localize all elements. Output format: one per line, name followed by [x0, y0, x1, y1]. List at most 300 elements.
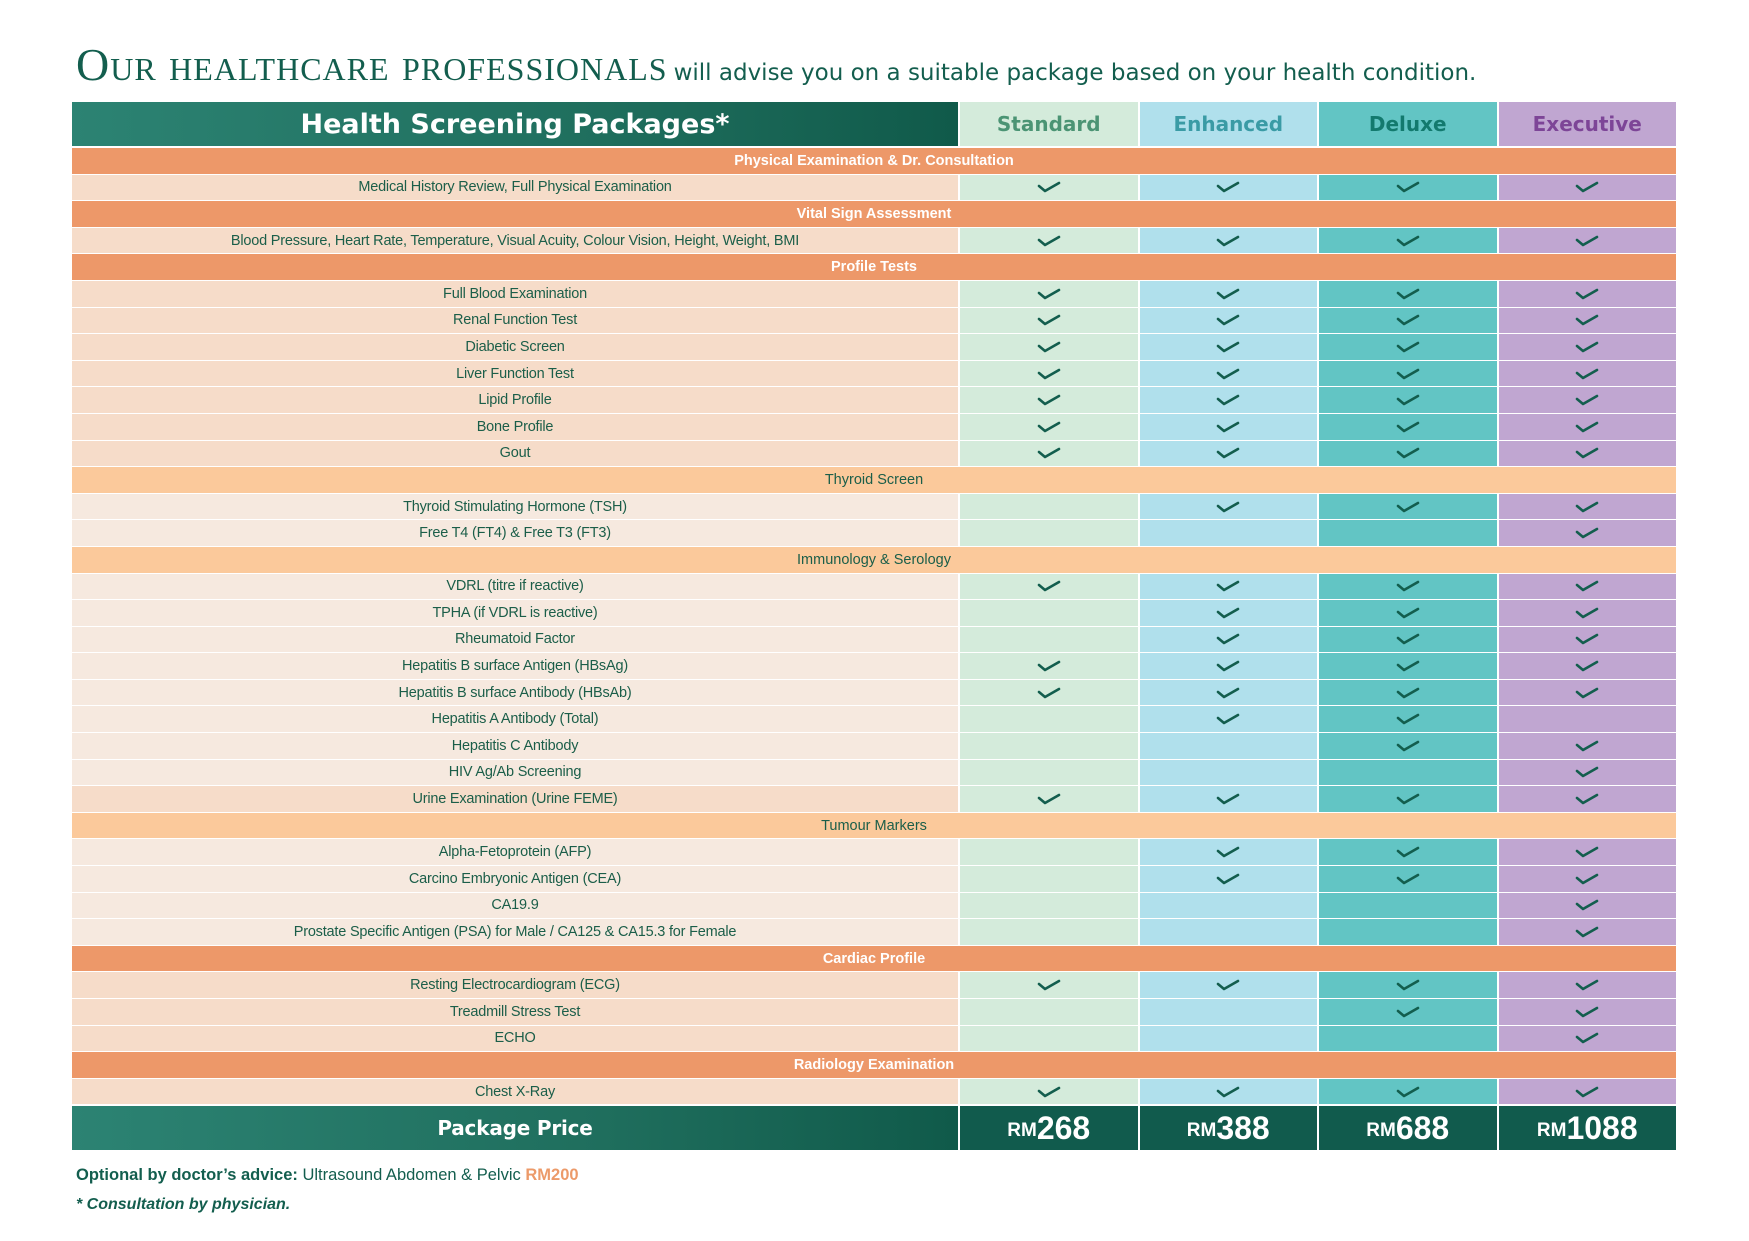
checkmark-icon: [1575, 846, 1599, 858]
cell-enhanced: [1138, 680, 1318, 706]
checkmark-icon: [1216, 607, 1240, 619]
cell-executive: [1497, 520, 1677, 546]
checkmark-icon: [1396, 873, 1420, 885]
test-name: Carcino Embryonic Antigen (CEA): [72, 866, 958, 892]
table-row: [72, 574, 1676, 601]
cell-deluxe: [1317, 733, 1497, 759]
checkmark-icon: [1396, 687, 1420, 699]
checkmark-icon: [1396, 181, 1420, 193]
package-header-standard: Standard: [958, 102, 1138, 146]
cell-deluxe: [1317, 866, 1497, 892]
checkmark-icon: [1037, 368, 1061, 380]
table-row: [72, 999, 1676, 1026]
cell-executive: [1497, 228, 1677, 254]
cell-enhanced: [1138, 414, 1318, 440]
cell-deluxe: [1317, 228, 1497, 254]
test-name: Bone Profile: [72, 414, 958, 440]
cell-deluxe: [1317, 786, 1497, 812]
cell-standard: [958, 972, 1138, 998]
table-row: [72, 839, 1676, 866]
section-label: Thyroid Screen: [824, 471, 924, 488]
cell-enhanced: [1138, 760, 1318, 786]
table-row: [72, 760, 1676, 787]
checkmark-icon: [1216, 1086, 1240, 1098]
price-standard: [958, 1106, 1138, 1150]
cell-enhanced: [1138, 866, 1318, 892]
test-name: Renal Function Test: [72, 308, 958, 334]
table-row: [72, 706, 1676, 733]
price-amount: 268: [1036, 1109, 1091, 1146]
title-headline: Our healthcare professionals: [76, 39, 668, 90]
test-name: Urine Examination (Urine FEME): [72, 786, 958, 812]
package-price-row: [72, 1106, 1676, 1150]
table-row: [72, 653, 1676, 680]
cell-standard: [958, 414, 1138, 440]
table-row: [72, 972, 1676, 999]
cell-executive: [1497, 308, 1677, 334]
checkmark-icon: [1216, 235, 1240, 247]
cell-standard: [958, 706, 1138, 732]
checkmark-icon: [1216, 793, 1240, 805]
cell-enhanced: [1138, 574, 1318, 600]
price-enhanced: [1138, 1106, 1318, 1150]
cell-enhanced: [1138, 839, 1318, 865]
cell-standard: [958, 999, 1138, 1025]
section-header-row: [72, 1052, 1676, 1079]
checkmark-icon: [1396, 341, 1420, 353]
test-name: TPHA (if VDRL is reactive): [72, 600, 958, 626]
checkmark-icon: [1216, 633, 1240, 645]
cell-enhanced: [1138, 627, 1318, 653]
checkmark-icon: [1575, 926, 1599, 938]
table-header-label: Health Screening Packages*: [72, 102, 958, 146]
cell-deluxe: [1317, 600, 1497, 626]
table-row: [72, 786, 1676, 813]
checkmark-icon: [1396, 979, 1420, 991]
checkmark-icon: [1396, 740, 1420, 752]
section-header-row: [72, 148, 1676, 175]
cell-executive: [1497, 361, 1677, 387]
cell-executive: [1497, 281, 1677, 307]
cell-standard: [958, 175, 1138, 201]
cell-executive: [1497, 600, 1677, 626]
checkmark-icon: [1216, 421, 1240, 433]
table-row: [72, 387, 1676, 414]
checkmark-icon: [1216, 979, 1240, 991]
cell-deluxe: [1317, 680, 1497, 706]
test-name: Lipid Profile: [72, 387, 958, 413]
cell-enhanced: [1138, 786, 1318, 812]
section-label: Radiology Examination: [793, 1056, 955, 1073]
section-cell: [72, 1052, 1676, 1078]
section-cell: [72, 254, 1676, 280]
cell-executive: [1497, 760, 1677, 786]
checkmark-icon: [1575, 421, 1599, 433]
cell-enhanced: [1138, 600, 1318, 626]
cell-enhanced: [1138, 999, 1318, 1025]
health-screening-table: [72, 102, 1676, 1150]
cell-executive: [1497, 175, 1677, 201]
cell-executive: [1497, 494, 1677, 520]
checkmark-icon: [1216, 873, 1240, 885]
title-subline: will advise you on a suitable package based on your health condition.: [673, 60, 1477, 86]
test-name: Hepatitis C Antibody: [72, 733, 958, 759]
checkmark-icon: [1037, 687, 1061, 699]
checkmark-icon: [1575, 899, 1599, 911]
test-name: Alpha-Fetoprotein (AFP): [72, 839, 958, 865]
test-name: Hepatitis B surface Antibody (HBsAb): [72, 680, 958, 706]
checkmark-icon: [1396, 660, 1420, 672]
package-header-executive: Executive: [1497, 102, 1677, 146]
checkmark-icon: [1037, 421, 1061, 433]
test-name: Blood Pressure, Heart Rate, Temperature, Visual Acuity, Colour Vision, Height, Weight, BMI: [72, 228, 958, 254]
table-row: [72, 866, 1676, 893]
price-executive: [1497, 1106, 1677, 1150]
section-cell: [72, 946, 1676, 972]
checkmark-icon: [1575, 341, 1599, 353]
checkmark-icon: [1575, 181, 1599, 193]
cell-deluxe: [1317, 441, 1497, 467]
cell-standard: [958, 281, 1138, 307]
cell-standard: [958, 308, 1138, 334]
subsection-header-row: [72, 547, 1676, 574]
cell-standard: [958, 1026, 1138, 1052]
checkmark-icon: [1037, 580, 1061, 592]
table-row: [72, 334, 1676, 361]
section-header-row: [72, 946, 1676, 973]
checkmark-icon: [1216, 501, 1240, 513]
checkmark-icon: [1575, 873, 1599, 885]
table-row: [72, 1079, 1676, 1106]
cell-standard: [958, 228, 1138, 254]
test-name: Full Blood Examination: [72, 281, 958, 307]
checkmark-icon: [1037, 447, 1061, 459]
section-label: Physical Examination & Dr. Consultation: [734, 152, 1014, 169]
cell-executive: [1497, 893, 1677, 919]
checkmark-icon: [1575, 979, 1599, 991]
checkmark-icon: [1216, 341, 1240, 353]
cell-standard: [958, 520, 1138, 546]
cell-standard: [958, 600, 1138, 626]
cell-enhanced: [1138, 334, 1318, 360]
table-row: [72, 308, 1676, 335]
cell-enhanced: [1138, 706, 1318, 732]
footnote: * Consultation by physician.: [76, 1196, 291, 1213]
cell-executive: [1497, 627, 1677, 653]
test-name: HIV Ag/Ab Screening: [72, 760, 958, 786]
cell-standard: [958, 494, 1138, 520]
checkmark-icon: [1396, 421, 1420, 433]
test-name: Hepatitis A Antibody (Total): [72, 706, 958, 732]
section-cell: [72, 547, 1676, 573]
package-header-enhanced: Enhanced: [1138, 102, 1318, 146]
page-title: [76, 38, 1476, 91]
test-name: Treadmill Stress Test: [72, 999, 958, 1025]
checkmark-icon: [1396, 580, 1420, 592]
cell-deluxe: [1317, 999, 1497, 1025]
test-name: Liver Function Test: [72, 361, 958, 387]
cell-executive: [1497, 839, 1677, 865]
cell-standard: [958, 627, 1138, 653]
cell-standard: [958, 893, 1138, 919]
checkmark-icon: [1216, 447, 1240, 459]
checkmark-icon: [1216, 368, 1240, 380]
section-header-row: [72, 201, 1676, 228]
checkmark-icon: [1037, 793, 1061, 805]
price-currency: RM: [1007, 1120, 1037, 1142]
section-cell: [72, 467, 1676, 493]
checkmark-icon: [1575, 368, 1599, 380]
checkmark-icon: [1396, 314, 1420, 326]
cell-executive: [1497, 1079, 1677, 1105]
checkmark-icon: [1396, 288, 1420, 300]
checkmark-icon: [1216, 660, 1240, 672]
section-label: Profile Tests: [831, 259, 917, 276]
checkmark-icon: [1575, 1032, 1599, 1044]
checkmark-icon: [1575, 288, 1599, 300]
checkmark-icon: [1575, 235, 1599, 247]
checkmark-icon: [1216, 687, 1240, 699]
cell-executive: [1497, 441, 1677, 467]
optional-price: RM200: [525, 1166, 579, 1184]
cell-standard: [958, 760, 1138, 786]
cell-deluxe: [1317, 972, 1497, 998]
checkmark-icon: [1396, 501, 1420, 513]
cell-executive: [1497, 999, 1677, 1025]
cell-standard: [958, 919, 1138, 945]
cell-executive: [1497, 334, 1677, 360]
checkmark-icon: [1216, 846, 1240, 858]
cell-deluxe: [1317, 281, 1497, 307]
cell-standard: [958, 680, 1138, 706]
cell-enhanced: [1138, 228, 1318, 254]
table-row: [72, 919, 1676, 946]
price-deluxe: [1317, 1106, 1497, 1150]
table-row: [72, 680, 1676, 707]
test-name: Hepatitis B surface Antigen (HBsAg): [72, 653, 958, 679]
checkmark-icon: [1396, 633, 1420, 645]
checkmark-icon: [1575, 1086, 1599, 1098]
cell-deluxe: [1317, 361, 1497, 387]
cell-enhanced: [1138, 494, 1318, 520]
checkmark-icon: [1396, 713, 1420, 725]
checkmark-icon: [1575, 394, 1599, 406]
cell-deluxe: [1317, 919, 1497, 945]
section-cell: [72, 813, 1676, 839]
cell-enhanced: [1138, 281, 1318, 307]
price-amount: 688: [1395, 1109, 1450, 1146]
table-row: [72, 281, 1676, 308]
price-currency: RM: [1366, 1120, 1396, 1142]
checkmark-icon: [1037, 181, 1061, 193]
checkmark-icon: [1575, 633, 1599, 645]
package-price-label: Package Price: [72, 1106, 958, 1150]
checkmark-icon: [1037, 979, 1061, 991]
cell-enhanced: [1138, 733, 1318, 759]
price-amount: 388: [1216, 1109, 1270, 1146]
cell-enhanced: [1138, 175, 1318, 201]
cell-executive: [1497, 866, 1677, 892]
checkmark-icon: [1037, 1086, 1061, 1098]
cell-standard: [958, 574, 1138, 600]
cell-executive: [1497, 680, 1677, 706]
checkmark-icon: [1575, 527, 1599, 539]
table-header-row: [72, 102, 1676, 148]
cell-deluxe: [1317, 494, 1497, 520]
cell-deluxe: [1317, 387, 1497, 413]
cell-standard: [958, 387, 1138, 413]
cell-enhanced: [1138, 387, 1318, 413]
cell-enhanced: [1138, 520, 1318, 546]
test-name: ECHO: [72, 1026, 958, 1052]
cell-executive: [1497, 653, 1677, 679]
cell-deluxe: [1317, 574, 1497, 600]
checkmark-icon: [1396, 846, 1420, 858]
table-row: [72, 361, 1676, 388]
test-name: CA19.9: [72, 893, 958, 919]
checkmark-icon: [1396, 607, 1420, 619]
cell-enhanced: [1138, 653, 1318, 679]
price-currency: RM: [1186, 1120, 1217, 1142]
cell-enhanced: [1138, 893, 1318, 919]
table-row: [72, 733, 1676, 760]
cell-deluxe: [1317, 653, 1497, 679]
checkmark-icon: [1037, 314, 1061, 326]
checkmark-icon: [1575, 660, 1599, 672]
cell-standard: [958, 334, 1138, 360]
cell-executive: [1497, 414, 1677, 440]
cell-deluxe: [1317, 308, 1497, 334]
cell-deluxe: [1317, 175, 1497, 201]
checkmark-icon: [1396, 793, 1420, 805]
cell-executive: [1497, 786, 1677, 812]
table-row: [72, 414, 1676, 441]
checkmark-icon: [1037, 288, 1061, 300]
cell-enhanced: [1138, 441, 1318, 467]
cell-deluxe: [1317, 706, 1497, 732]
cell-standard: [958, 441, 1138, 467]
cell-deluxe: [1317, 839, 1497, 865]
cell-enhanced: [1138, 1026, 1318, 1052]
subsection-header-row: [72, 467, 1676, 494]
checkmark-icon: [1037, 341, 1061, 353]
table-row: [72, 627, 1676, 654]
cell-deluxe: [1317, 760, 1497, 786]
cell-executive: [1497, 706, 1677, 732]
section-label: Vital Sign Assessment: [796, 205, 952, 222]
test-name: Thyroid Stimulating Hormone (TSH): [72, 494, 958, 520]
test-name: Rheumatoid Factor: [72, 627, 958, 653]
cell-deluxe: [1317, 893, 1497, 919]
test-name: Medical History Review, Full Physical Examination: [72, 175, 958, 201]
cell-deluxe: [1317, 414, 1497, 440]
checkmark-icon: [1575, 1006, 1599, 1018]
package-header-deluxe: Deluxe: [1317, 102, 1497, 146]
cell-deluxe: [1317, 1079, 1497, 1105]
cell-standard: [958, 733, 1138, 759]
optional-label: Optional by doctor’s advice:: [76, 1166, 298, 1184]
checkmark-icon: [1396, 1086, 1420, 1098]
table-row: [72, 893, 1676, 920]
subsection-header-row: [72, 813, 1676, 840]
checkmark-icon: [1575, 314, 1599, 326]
section-label: Immunology & Serology: [797, 551, 951, 568]
cell-enhanced: [1138, 1079, 1318, 1105]
cell-enhanced: [1138, 361, 1318, 387]
checkmark-icon: [1575, 501, 1599, 513]
optional-note: [76, 1166, 579, 1185]
section-label: Tumour Markers: [821, 817, 927, 834]
table-row: [72, 228, 1676, 255]
table-row: [72, 600, 1676, 627]
cell-executive: [1497, 574, 1677, 600]
cell-deluxe: [1317, 1026, 1497, 1052]
cell-executive: [1497, 387, 1677, 413]
checkmark-icon: [1575, 687, 1599, 699]
cell-enhanced: [1138, 972, 1318, 998]
cell-standard: [958, 1079, 1138, 1105]
cell-standard: [958, 653, 1138, 679]
checkmark-icon: [1396, 368, 1420, 380]
checkmark-icon: [1037, 235, 1061, 247]
checkmark-icon: [1575, 766, 1599, 778]
checkmark-icon: [1216, 394, 1240, 406]
table-body: [72, 148, 1676, 1105]
optional-text: Ultrasound Abdomen & Pelvic: [302, 1166, 521, 1184]
checkmark-icon: [1216, 314, 1240, 326]
test-name: Gout: [72, 441, 958, 467]
checkmark-icon: [1216, 181, 1240, 193]
cell-executive: [1497, 1026, 1677, 1052]
section-label: Cardiac Profile: [822, 950, 926, 967]
checkmark-icon: [1216, 580, 1240, 592]
cell-standard: [958, 361, 1138, 387]
checkmark-icon: [1396, 394, 1420, 406]
cell-standard: [958, 839, 1138, 865]
table-row: [72, 494, 1676, 521]
cell-deluxe: [1317, 520, 1497, 546]
cell-executive: [1497, 919, 1677, 945]
test-name: Free T4 (FT4) & Free T3 (FT3): [72, 520, 958, 546]
section-cell: [72, 201, 1676, 227]
checkmark-icon: [1216, 288, 1240, 300]
table-row: [72, 1026, 1676, 1053]
table-row: [72, 441, 1676, 468]
checkmark-icon: [1396, 235, 1420, 247]
section-cell: [72, 148, 1676, 174]
test-name: VDRL (titre if reactive): [72, 574, 958, 600]
cell-standard: [958, 866, 1138, 892]
cell-enhanced: [1138, 308, 1318, 334]
checkmark-icon: [1396, 1006, 1420, 1018]
price-currency: RM: [1536, 1120, 1567, 1142]
test-name: Resting Electrocardiogram (ECG): [72, 972, 958, 998]
checkmark-icon: [1037, 660, 1061, 672]
price-amount: 1088: [1566, 1109, 1638, 1146]
checkmark-icon: [1575, 607, 1599, 619]
cell-enhanced: [1138, 919, 1318, 945]
table-row: [72, 520, 1676, 547]
test-name: Chest X-Ray: [72, 1079, 958, 1105]
table-row: [72, 175, 1676, 202]
cell-deluxe: [1317, 627, 1497, 653]
section-header-row: [72, 254, 1676, 281]
cell-standard: [958, 786, 1138, 812]
test-name: Diabetic Screen: [72, 334, 958, 360]
checkmark-icon: [1575, 580, 1599, 592]
cell-executive: [1497, 733, 1677, 759]
cell-deluxe: [1317, 334, 1497, 360]
